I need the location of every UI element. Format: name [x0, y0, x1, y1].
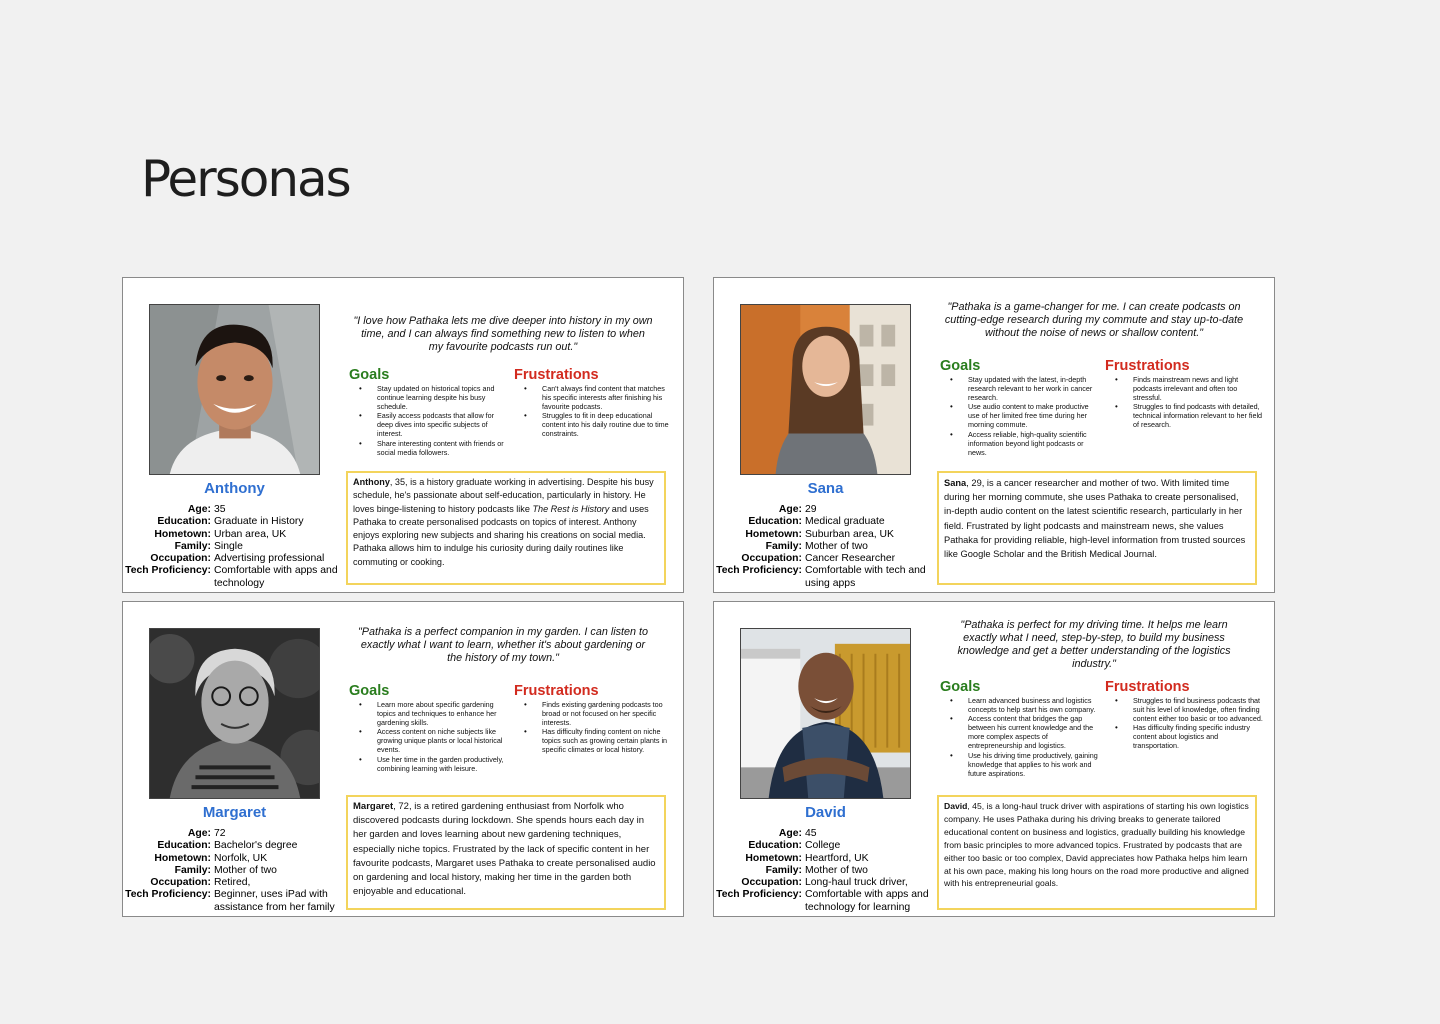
tech-label: Tech Proficiency: [716, 889, 802, 901]
family-label: Family: [174, 864, 211, 876]
tech-value: Comfortable with tech and using apps [805, 565, 926, 589]
frustrations-heading: Frustrations [514, 367, 599, 383]
family-label: Family: [174, 540, 211, 552]
goals-section [940, 359, 1105, 457]
occupation-value: Cancer Researcher [805, 553, 896, 565]
persona-card-david [713, 601, 1275, 917]
age-value: 45 [805, 828, 817, 839]
persona-photo [149, 304, 320, 475]
education-value: Graduate in History [214, 516, 304, 528]
tech-value: Comfortable with apps and technology [214, 565, 338, 589]
age-value: 72 [214, 828, 226, 839]
occupation-label: Occupation: [741, 553, 802, 565]
bio-text-continued: and uses Pathaka to create personalised podcasts on topics of interest. Anthony enjoys exploring new subjects and sharing his creations on social media. Pathaka allows him to indulge his curiosity during daily routines like commuting or cooking. [353, 503, 649, 567]
page-title: Personas [141, 150, 350, 208]
family-value: Single [214, 540, 243, 552]
tech-value: Beginner, uses iPad with assistance from her family [214, 889, 335, 913]
education-label: Education: [157, 840, 211, 852]
goals-section [349, 368, 514, 457]
age-label: Age: [778, 828, 802, 839]
bio-name: Anthony [353, 477, 390, 487]
frustration-item: • Struggles to find podcasts with detailed, technical information relevant to her field of research. [1105, 402, 1270, 429]
hometown-label: Hometown: [154, 528, 211, 540]
frustrations-heading: Frustrations [1105, 679, 1190, 695]
persona-name: Margaret [202, 804, 267, 821]
persona-quote: "Pathaka is perfect for my driving time. It helps me learn exactly what I need, step-by-step, to build my business knowledge and get a better understanding of the logistics industry." [957, 619, 1231, 670]
goals-heading: Goals [940, 358, 981, 374]
age-label: Age: [778, 504, 802, 515]
tech-label: Tech Proficiency: [125, 565, 211, 577]
frustration-item: • Struggles to fit in deep educational content into his daily routine due to time constraints. [514, 411, 679, 438]
goal-item: • Access reliable, high-quality scientific information beyond light podcasts or news. [940, 430, 1105, 457]
frustration-item: • Struggles to find business podcasts that suit his level of knowledge, often finding content either too basic or too advanced. [1105, 696, 1270, 723]
goal-item: • Easily access podcasts that allow for deep dives into specific subjects of interest. [349, 411, 514, 438]
persona-photo [149, 628, 320, 799]
goal-item: • Use audio content to make productive use of her limited free time during her morning commute. [940, 402, 1105, 429]
persona-photo [740, 304, 911, 475]
persona-card-anthony [122, 277, 684, 593]
family-label: Family: [765, 864, 802, 876]
frustrations-heading: Frustrations [1105, 358, 1190, 374]
education-label: Education: [748, 840, 802, 852]
education-value: Bachelor's degree [214, 840, 298, 852]
bio-text: , 72, is a retired gardening enthusiast from Norfolk who discovered podcasts during lockdown. She spends hours each day in her garden and loves learning about new gardening techniques, especially niche topics. Frustrated by the lack of specific content in her favourite podcasts, Margaret uses Pathaka to create personalised audio on gardening and local history, making her time in the garden both enjoyable and educational. [353, 801, 656, 898]
persona-quote: "I love how Pathaka lets me dive deeper into history in my own time, and I can always find something new to listen to when my favourite podcasts run out." [353, 315, 653, 353]
occupation-label: Occupation: [741, 877, 802, 889]
occupation-value: Retired, [214, 877, 251, 889]
frustrations-section [1105, 680, 1270, 778]
frustrations-section [514, 684, 679, 773]
goal-item: • Learn advanced business and logistics concepts to help start his own company. [940, 696, 1105, 714]
bio-text: , 45, is a long-haul truck driver with aspirations of starting his own logistics company. He uses Pathaka during his driving breaks to generate tailored educational content on business and logistics, gradually building his knowledge from basic principles to more advanced topics. Frustrated by podcasts that are either too basic or too complex, David appreciates how Pathaka helps him learn at his own pace, making his long hours on the road more productive and aligned with his entrepreneurial goals. [944, 801, 1249, 889]
goal-item: • Access content that bridges the gap between his current knowledge and the more complex aspects of entrepreneurship and logistics. [940, 714, 1105, 750]
tech-label: Tech Proficiency: [716, 565, 802, 577]
goal-item: • Access content on niche subjects like growing unique plants or local historical events. [349, 727, 514, 754]
persona-details [714, 828, 944, 914]
bio-name: Margaret [353, 801, 394, 812]
age-label: Age: [187, 828, 211, 839]
persona-bio [937, 471, 1257, 585]
frustrations-section [514, 368, 679, 457]
age-label: Age: [187, 504, 211, 515]
persona-details [123, 504, 353, 590]
family-label: Family: [765, 540, 802, 552]
hometown-value: Urban area, UK [214, 528, 287, 540]
persona-card-margaret [122, 601, 684, 917]
occupation-value: Long-haul truck driver, [805, 877, 908, 889]
goals-heading: Goals [940, 679, 981, 695]
tech-value: Comfortable with apps and technology for learning [805, 889, 929, 913]
occupation-label: Occupation: [150, 553, 211, 565]
hometown-label: Hometown: [745, 852, 802, 864]
occupation-value: Advertising professional [214, 553, 325, 565]
education-value: College [805, 840, 841, 852]
education-label: Education: [157, 516, 211, 528]
persona-bio [346, 795, 666, 910]
persona-name: Anthony [204, 480, 265, 497]
goal-item: • Stay updated with the latest, in-depth research relevant to her work in cancer research. [940, 375, 1105, 402]
frustrations-section [1105, 359, 1270, 457]
goal-item: • Use her time in the garden productively, combining learning with leisure. [349, 755, 514, 773]
education-value: Medical graduate [805, 516, 885, 528]
education-label: Education: [748, 516, 802, 528]
tech-label: Tech Proficiency: [125, 889, 211, 901]
goal-item: • Share interesting content with friends or social media followers. [349, 439, 514, 457]
hometown-label: Hometown: [745, 528, 802, 540]
bio-name: David [944, 801, 968, 811]
family-value: Mother of two [805, 864, 868, 876]
goals-heading: Goals [349, 683, 390, 699]
bio-text: , 35, is a history graduate working in advertising. Despite his busy schedule, he's passionate about self-education, particularly in history. He loves binge-listening to history podcasts like [353, 477, 654, 514]
family-value: Mother of two [214, 864, 277, 876]
goal-item: • Stay updated on historical topics and continue learning despite his busy schedule. [349, 384, 514, 411]
frustration-item: • Has difficulty finding content on niche topics such as growing certain plants in specific climates or local history. [514, 727, 679, 754]
persona-name: David [805, 804, 846, 821]
frustration-item: • Has difficulty finding specific industry content about logistics and transportation. [1105, 723, 1270, 750]
persona-card-sana [713, 277, 1275, 593]
frustration-item: • Finds existing gardening podcasts too broad or not focused on her specific interests. [514, 700, 679, 727]
persona-bio [937, 795, 1257, 910]
age-value: 29 [805, 504, 817, 515]
bio-name: Sana [944, 478, 967, 488]
goal-item: • Learn more about specific gardening topics and techniques to enhance her gardening skills. [349, 700, 514, 727]
persona-details [714, 504, 944, 590]
persona-name: Sana [807, 480, 844, 497]
bio-podcast-title: The Rest is History [532, 503, 610, 514]
frustrations-heading: Frustrations [514, 683, 599, 699]
hometown-value: Suburban area, UK [805, 528, 894, 540]
persona-quote: "Pathaka is a perfect companion in my garden. I can listen to exactly what I want to learn, whether it's about gardening or the history of my town." [357, 626, 649, 664]
bio-text: , 29, is a cancer researcher and mother of two. With limited time during her morning commute, she uses Pathaka to create personalised, in-depth audio content on the latest scientific research, particularly in her field. Frustrated by light podcasts and mainstream news, she values Pathaka for providing reliable, high-level information from trusted sources like Google Scholar and the British Medical Journal. [944, 478, 1246, 560]
persona-details [123, 828, 353, 914]
goals-heading: Goals [349, 367, 390, 383]
age-value: 35 [214, 504, 226, 515]
family-value: Mother of two [805, 540, 868, 552]
hometown-value: Norfolk, UK [214, 852, 268, 864]
hometown-label: Hometown: [154, 852, 211, 864]
frustration-item: • Finds mainstream news and light podcasts irrelevant and often too stressful. [1105, 375, 1270, 402]
frustration-item: • Can't always find content that matches his specific interests after finishing his favourite podcasts. [514, 384, 679, 411]
goals-section [940, 680, 1105, 778]
hometown-value: Heartford, UK [805, 852, 869, 864]
persona-quote: "Pathaka is a game-changer for me. I can create podcasts on cutting-edge research during my commute and stay up-to-date without the noise of news or shallow content." [944, 301, 1244, 339]
persona-bio [346, 471, 666, 585]
occupation-label: Occupation: [150, 877, 211, 889]
persona-photo [740, 628, 911, 799]
goals-section [349, 684, 514, 773]
goal-item: • Use his driving time productively, gaining knowledge that applies to his work and future aspirations. [940, 751, 1105, 778]
